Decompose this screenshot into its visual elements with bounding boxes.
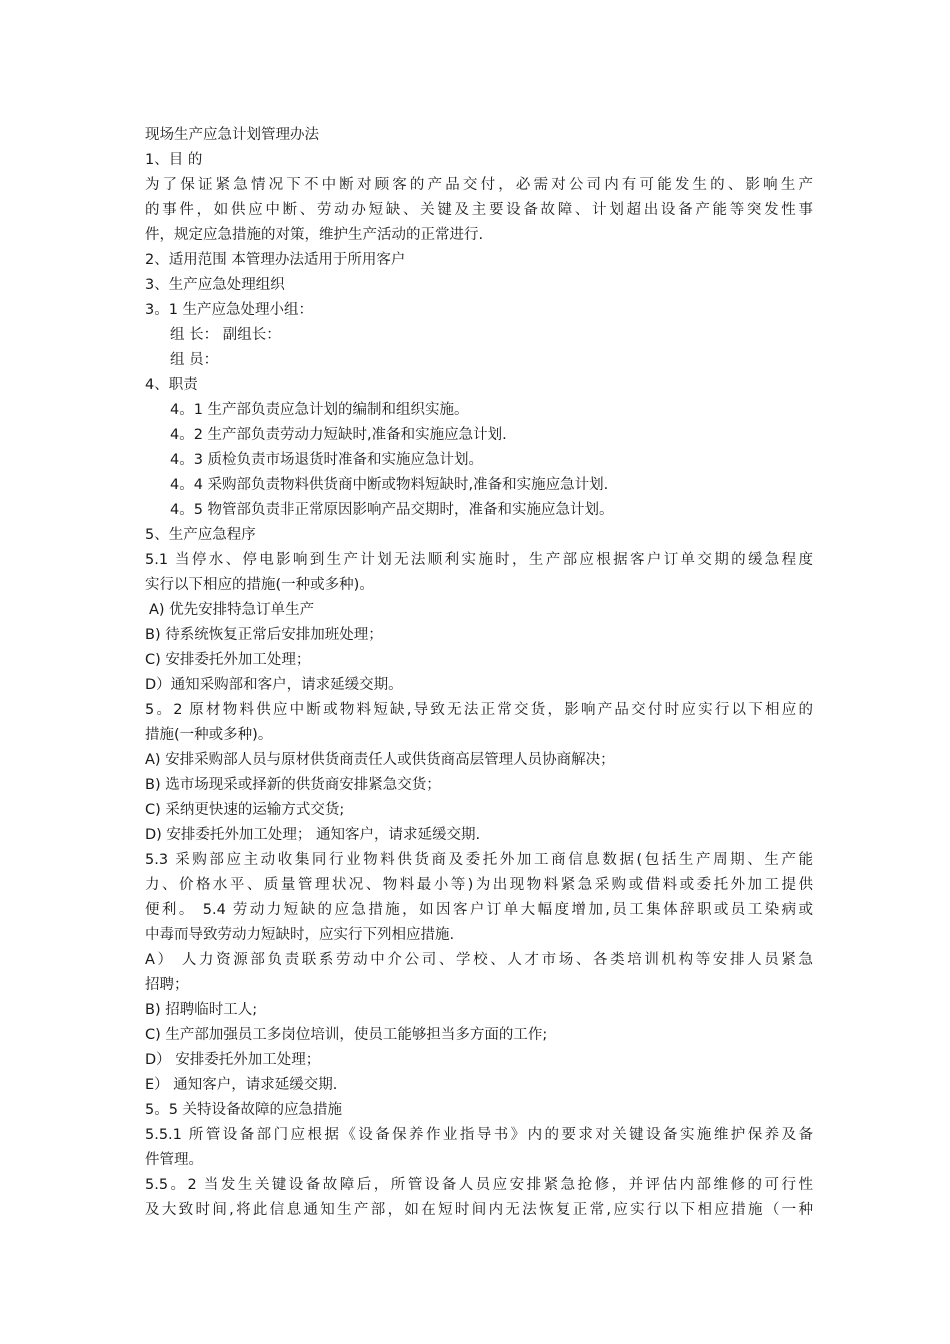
document-body xyxy=(145,148,813,1223)
document-title: 现场生产应急计划管理办法 xyxy=(145,127,319,143)
document-line: B) 待系统恢复正常后安排加班处理； xyxy=(145,627,383,643)
document-line: 组 员： xyxy=(170,352,219,368)
document-line: 3。1 生产应急处理小组： xyxy=(145,302,314,318)
document-line: 及大致时间,将此信息通知生产部，如在短时间内无法恢复正常,应实行以下相应措施（一种 xyxy=(145,1202,813,1218)
document-line: 1、目 的 xyxy=(145,152,203,168)
document-line: A) 优先安排特急订单生产 xyxy=(149,602,315,618)
document-line: 措施(一种或多种)。 xyxy=(145,727,273,743)
document-line: C) 采纳更快速的运输方式交货; xyxy=(145,802,345,818)
document-line: 实行以下相应的措施(一种或多种)。 xyxy=(145,577,374,593)
document-line: E） 通知客户，请求延缓交期. xyxy=(145,1077,338,1093)
document-line: 招聘； xyxy=(145,977,189,993)
document-line: A) 安排采购部人员与原材供货商责任人或供货商高层管理人员协商解决； xyxy=(145,752,615,768)
document-line: 4。5 物管部负责非正常原因影响产品交期时，准备和实施应急计划。 xyxy=(170,502,614,518)
document-line: B) 选市场现采或择新的供货商安排紧急交货； xyxy=(145,777,441,793)
document-line: 4。3 质检负责市场退货时准备和实施应急计划。 xyxy=(170,452,484,468)
document-line: 力、价格水平、质量管理状况、物料最小等)为出现物料紧急采购或借料或委托外加工提供 xyxy=(145,877,813,893)
document-line: 的事件，如供应中断、劳动办短缺、关键及主要设备故障、计划超出设备产能等突发性事 xyxy=(145,202,813,218)
document-line: 5.5.1 所管设备部门应根据《设备保养作业指导书》内的要求对关键设备实施维护保养及备 xyxy=(145,1127,813,1143)
document-line: 5.1 当停水、停电影响到生产计划无法顺利实施时，生产部应根据客户订单交期的缓急程度 xyxy=(145,552,813,568)
document-line: B) 招聘临时工人; xyxy=(145,1002,258,1018)
document-line: 5、生产应急程序 xyxy=(145,527,256,543)
document-line: 5.3 采购部应主动收集同行业物料供货商及委托外加工商信息数据(包括生产周期、生产能 xyxy=(145,852,813,868)
document-line: D）通知采购部和客户，请求延缓交期。 xyxy=(145,677,403,693)
document-line: 4。4 采购部负责物料供货商中断或物料短缺时,准备和实施应急计划. xyxy=(170,477,609,493)
document-line: 中毒而导致劳动力短缺时，应实行下列相应措施. xyxy=(145,927,455,943)
document-line: 件管理。 xyxy=(145,1152,203,1168)
document-line: A） 人力资源部负责联系劳动中介公司、学校、人才市场、各类培训机构等安排人员紧急 xyxy=(145,952,813,968)
document-line: C) 生产部加强员工多岗位培训，使员工能够担当多方面的工作; xyxy=(145,1027,548,1043)
document-line: C) 安排委托外加工处理； xyxy=(145,652,311,668)
document-line: 4。1 生产部负责应急计划的编制和组织实施。 xyxy=(170,402,469,418)
document-line: 便利。 5.4 劳动力短缺的应急措施，如因客户订单大幅度增加,员工集体辞职或员工染病或 xyxy=(145,902,813,918)
document-line: 3、生产应急处理组织 xyxy=(145,277,285,293)
document-line: 4。2 生产部负责劳动力短缺时,准备和实施应急计划. xyxy=(170,427,507,443)
document-line: 5。2 原材物料供应中断或物料短缺,导致无法正常交货，影响产品交付时应实行以下相应的 xyxy=(145,702,813,718)
document-page xyxy=(145,123,813,1223)
document-line: 4、职责 xyxy=(145,377,198,393)
document-line: 组 长： 副组长： xyxy=(170,327,281,343)
document-line: 5。5 关特设备故障的应急措施 xyxy=(145,1102,343,1118)
document-line: 为了保证紧急情况下不中断对顾客的产品交付，必需对公司内有可能发生的、影响生产 xyxy=(145,177,813,193)
document-line: 2、适用范围 本管理办法适用于所用客户 xyxy=(145,252,406,268)
document-line: D） 安排委托外加工处理； xyxy=(145,1052,321,1068)
document-line: 5.5。2 当发生关键设备故障后，所管设备人员应安排紧急抢修，并评估内部维修的可行性 xyxy=(145,1177,813,1193)
document-line: 件，规定应急措施的对策，维护生产活动的正常进行. xyxy=(145,227,484,243)
document-line: D) 安排委托外加工处理； 通知客户，请求延缓交期. xyxy=(145,827,481,843)
